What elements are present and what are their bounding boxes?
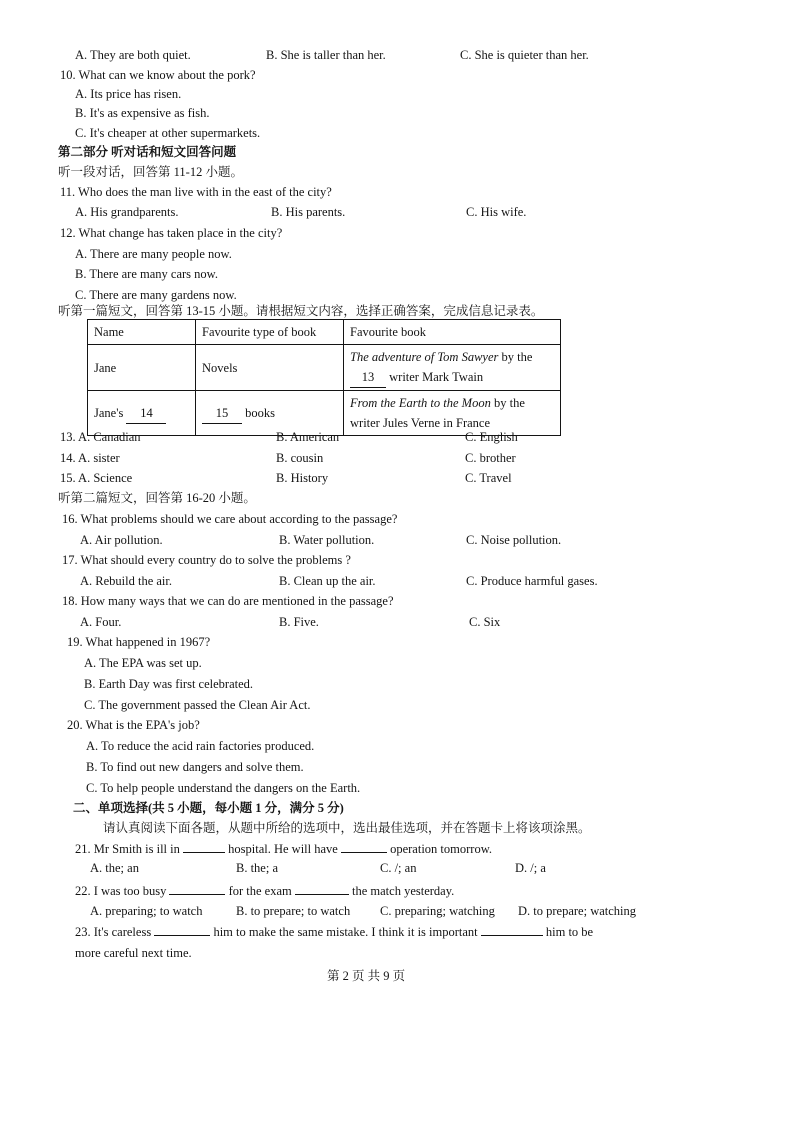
q12-question: 12. What change has taken place in the city? — [60, 226, 283, 240]
q21-question — [75, 840, 492, 857]
row2-type-suffix: books — [245, 405, 275, 420]
q11-question: 11. Who does the man live with in the east of the city? — [60, 185, 332, 199]
q22-option-c: C. preparing; watching — [380, 904, 495, 918]
q17-option-c: C. Produce harmful gases. — [466, 574, 598, 588]
top-option-b: B. She is taller than her. — [266, 48, 386, 62]
dialog-instruction: 听一段对话，回答第 11-12 小题。 — [58, 165, 243, 179]
q13-option-c: C. English — [465, 430, 518, 444]
q22-blank-2 — [295, 882, 349, 895]
q17-option-b: B. Clean up the air. — [279, 574, 376, 588]
q20-question: 20. What is the EPA's job? — [67, 718, 200, 732]
q23-blank-2 — [481, 923, 543, 936]
row2-book-title: From the Earth to the Moon — [350, 396, 491, 410]
q12-option-c: C. There are many gardens now. — [75, 288, 237, 302]
q17-option-a: A. Rebuild the air. — [80, 574, 172, 588]
q13-option-a: 13. A. Canadian — [60, 430, 141, 444]
q18-question: 18. How many ways that we can do are mentioned in the passage? — [62, 594, 394, 608]
q21-mid: hospital. He will have — [228, 842, 338, 856]
q22-option-a: A. preparing; to watch — [90, 904, 203, 918]
q20-option-a: A. To reduce the acid rain factories produced. — [86, 739, 315, 753]
row2-name-prefix: Jane's — [94, 405, 124, 420]
blank-14: 14 — [126, 403, 166, 424]
q11-option-b: B. His parents. — [271, 205, 346, 219]
row2-book-by: by the — [490, 396, 525, 410]
q21-blank-1 — [183, 840, 225, 853]
q17-question: 17. What should every country do to solve the problems ? — [62, 553, 351, 567]
q18-option-a: A. Four. — [80, 615, 122, 629]
row1-type: Novels — [196, 345, 344, 391]
q21-option-b: B. the; a — [236, 861, 279, 875]
blank-13: 13 — [350, 367, 386, 388]
q12-option-b: B. There are many cars now. — [75, 267, 218, 281]
section2-title: 二、单项选择(共 5 小题，每小题 1 分，满分 5 分) — [73, 801, 344, 815]
page-footer: 第 2 页 共 9 页 — [327, 969, 406, 983]
row2-book-rest: writer Jules Verne in France — [350, 416, 491, 430]
table-header-name: Name — [88, 320, 196, 345]
table-header-book: Favourite book — [344, 320, 561, 345]
q22-post: the match yesterday. — [352, 884, 455, 898]
q10-option-a: A. Its price has risen. — [75, 87, 182, 101]
q22-blank-1 — [169, 882, 225, 895]
q21-pre: 21. Mr Smith is ill in — [75, 842, 180, 856]
q16-question: 16. What problems should we care about according to the passage? — [62, 512, 398, 526]
top-option-a: A. They are both quiet. — [75, 48, 191, 62]
q10-option-b: B. It's as expensive as fish. — [75, 106, 210, 120]
row1-book — [344, 345, 561, 391]
q18-option-b: B. Five. — [279, 615, 319, 629]
q11-option-c: C. His wife. — [466, 205, 527, 219]
q20-option-c: C. To help people understand the dangers on the Earth. — [86, 781, 361, 795]
row1-book-rest: writer Mark Twain — [389, 370, 484, 384]
q16-option-a: A. Air pollution. — [80, 533, 163, 547]
q23-mid: him to make the same mistake. I think it is important — [213, 925, 478, 939]
q21-post: operation tomorrow. — [390, 842, 493, 856]
blank-15: 15 — [202, 403, 242, 424]
q22-question — [75, 882, 454, 899]
q15-option-c: C. Travel — [465, 471, 512, 485]
q23-pre: 23. It's careless — [75, 925, 152, 939]
table-header-type: Favourite type of book — [196, 320, 344, 345]
row1-book-by: by the — [498, 350, 533, 364]
section2-instruction: 请认真阅读下面各题，从题中所给的选项中，选出最佳选项，并在答题卡上将该项涂黑。 — [103, 821, 591, 835]
q14-option-a: 14. A. sister — [60, 451, 120, 465]
q10-option-c: C. It's cheaper at other supermarkets. — [75, 126, 261, 140]
q19-option-b: B. Earth Day was first celebrated. — [84, 677, 254, 691]
q20-option-b: B. To find out new dangers and solve them. — [86, 760, 304, 774]
q11-option-a: A. His grandparents. — [75, 205, 179, 219]
q15-option-b: B. History — [276, 471, 329, 485]
row1-name: Jane — [88, 345, 196, 391]
q21-option-c: C. /; an — [380, 861, 417, 875]
q22-pre: 22. I was too busy — [75, 884, 167, 898]
passage1-instruction: 听第一篇短文，回答第 13-15 小题。请根据短文内容，选择正确答案，完成信息记录表。 — [58, 304, 544, 318]
passage2-instruction: 听第二篇短文，回答第 16-20 小题。 — [58, 491, 256, 505]
q19-option-a: A. The EPA was set up. — [84, 656, 202, 670]
row2-book — [344, 391, 561, 436]
q23-question — [75, 923, 593, 940]
q16-option-c: C. Noise pollution. — [466, 533, 562, 547]
q13-option-b: B. American — [276, 430, 340, 444]
q18-option-c: C. Six — [469, 615, 501, 629]
q23-post: him to be — [545, 925, 594, 939]
top-option-c: C. She is quieter than her. — [460, 48, 589, 62]
q22-option-b: B. to prepare; to watch — [236, 904, 351, 918]
q14-option-c: C. brother — [465, 451, 516, 465]
q15-option-a: 15. A. Science — [60, 471, 133, 485]
q22-option-d: D. to prepare; watching — [518, 904, 637, 918]
q19-option-c: C. The government passed the Clean Air Act. — [84, 698, 311, 712]
q10-question: 10. What can we know about the pork? — [60, 68, 256, 82]
info-record-table — [87, 319, 561, 436]
q21-blank-2 — [341, 840, 387, 853]
q14-option-b: B. cousin — [276, 451, 324, 465]
q16-option-b: B. Water pollution. — [279, 533, 375, 547]
q12-option-a: A. There are many people now. — [75, 247, 232, 261]
q22-mid: for the exam — [228, 884, 292, 898]
q19-question: 19. What happened in 1967? — [67, 635, 211, 649]
row1-book-title: The adventure of Tom Sawyer — [350, 350, 499, 364]
q21-option-a: A. the; an — [90, 861, 139, 875]
q23-blank-1 — [154, 923, 210, 936]
q23-continuation: more careful next time. — [75, 946, 192, 960]
q21-option-d: D. /; a — [515, 861, 546, 875]
part2-title: 第二部分 听对话和短文回答问题 — [58, 145, 237, 159]
